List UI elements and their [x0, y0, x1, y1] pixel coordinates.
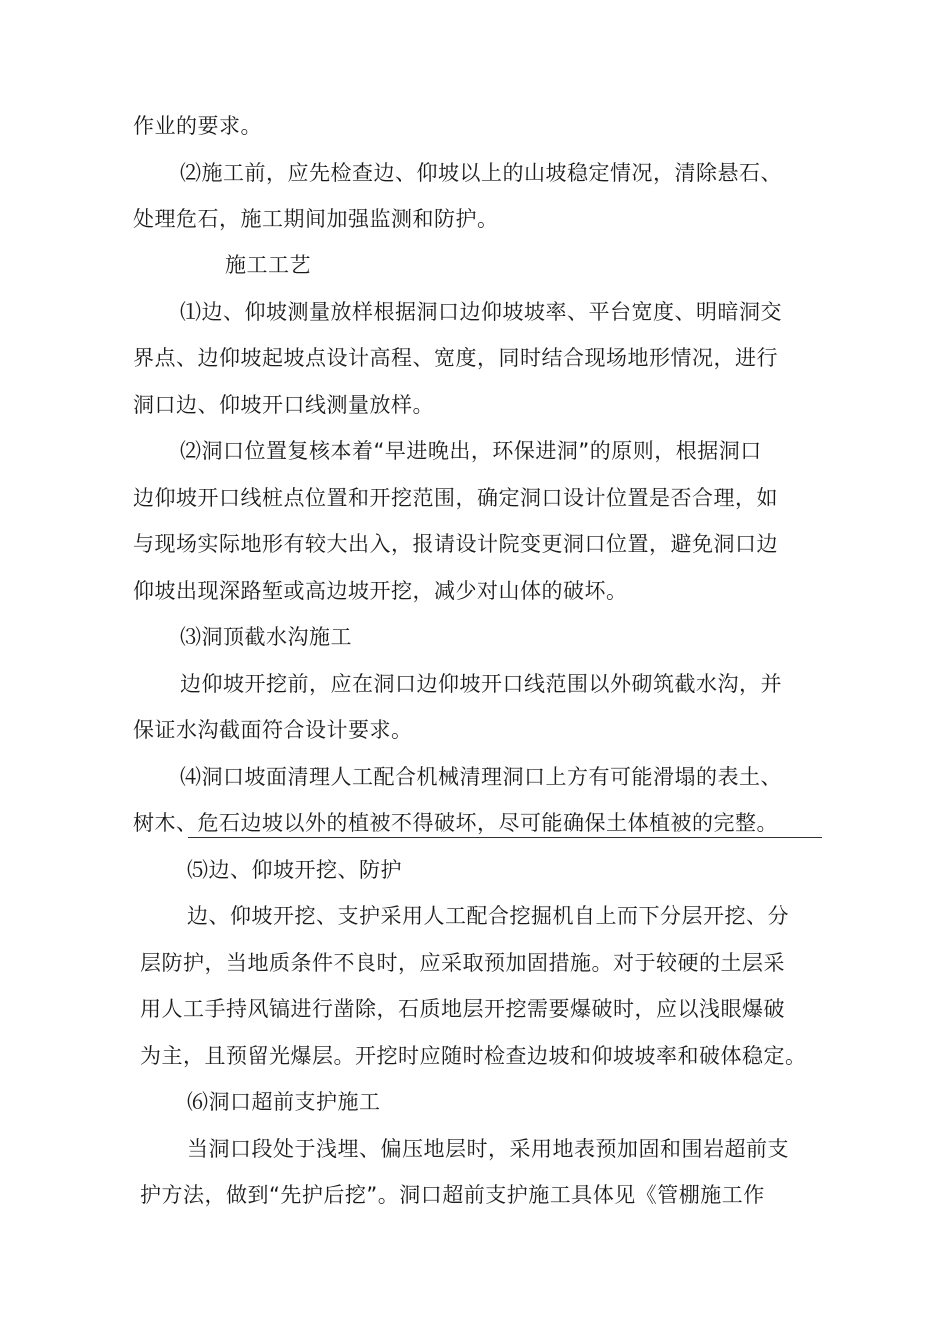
text-line-1: 作业的要求。: [133, 114, 262, 138]
horizontal-divider: [188, 837, 822, 838]
text-line-3: 处理危石，施工期间加强监测和防护。: [133, 207, 499, 231]
text-line-11: 仰坡出现深路堑或高边坡开挖，减少对山体的破坏。: [133, 579, 628, 603]
text-line-2: ⑵施工前，应先检查边、仰坡以上的山坡稳定情况，清除悬石、: [180, 161, 782, 185]
text-line-23: 当洞口段处于浅埋、偏压地层时，采用地表预加固和围岩超前支: [187, 1137, 789, 1161]
text-line-22: ⑹洞口超前支护施工: [187, 1090, 381, 1114]
text-line-15: ⑷洞口坡面清理人工配合机械清理洞口上方有可能滑塌的表土、: [180, 765, 782, 789]
text-line-7: 洞口边、仰坡开口线测量放样。: [133, 393, 434, 417]
text-line-5: ⑴边、仰坡测量放样根据洞口边仰坡坡率、平台宽度、明暗洞交: [180, 300, 782, 324]
text-line-8: ⑵洞口位置复核本着“早进晚出，环保进洞”的原则，根据洞口: [180, 439, 762, 463]
text-line-24: 护方法，做到“先护后挖”。洞口超前支护施工具体见《管棚施工作: [140, 1183, 765, 1207]
text-line-16: 树木、危石边坡以外的植被不得破坏，尽可能确保土体植被的完整。: [133, 811, 778, 835]
text-line-20: 用人工手持风镐进行凿除，石质地层开挖需要爆破时，应以浅眼爆破: [140, 997, 785, 1021]
text-line-17: ⑸边、仰坡开挖、防护: [187, 858, 402, 882]
text-line-19: 层防护，当地质条件不良时，应采取预加固措施。对于较硬的土层采: [140, 951, 785, 975]
text-line-13: 边仰坡开挖前，应在洞口边仰坡开口线范围以外砌筑截水沟，并: [180, 672, 782, 696]
text-line-18: 边、仰坡开挖、支护采用人工配合挖掘机自上而下分层开挖、分: [187, 904, 789, 928]
text-line-10: 与现场实际地形有较大出入，报请设计院变更洞口位置，避免洞口边: [133, 532, 778, 556]
text-line-14: 保证水沟截面符合设计要求。: [133, 718, 413, 742]
section-heading: 施工工艺: [225, 253, 311, 277]
text-line-12: ⑶洞顶截水沟施工: [180, 625, 352, 649]
text-line-9: 边仰坡开口线桩点位置和开挖范围，确定洞口设计位置是否合理，如: [133, 486, 778, 510]
text-line-6: 界点、边仰坡起坡点设计高程、宽度，同时结合现场地形情况，进行: [133, 346, 778, 370]
text-line-21: 为主，且预留光爆层。开挖时应随时检查边坡和仰坡坡率和破体稳定。: [140, 1044, 807, 1068]
